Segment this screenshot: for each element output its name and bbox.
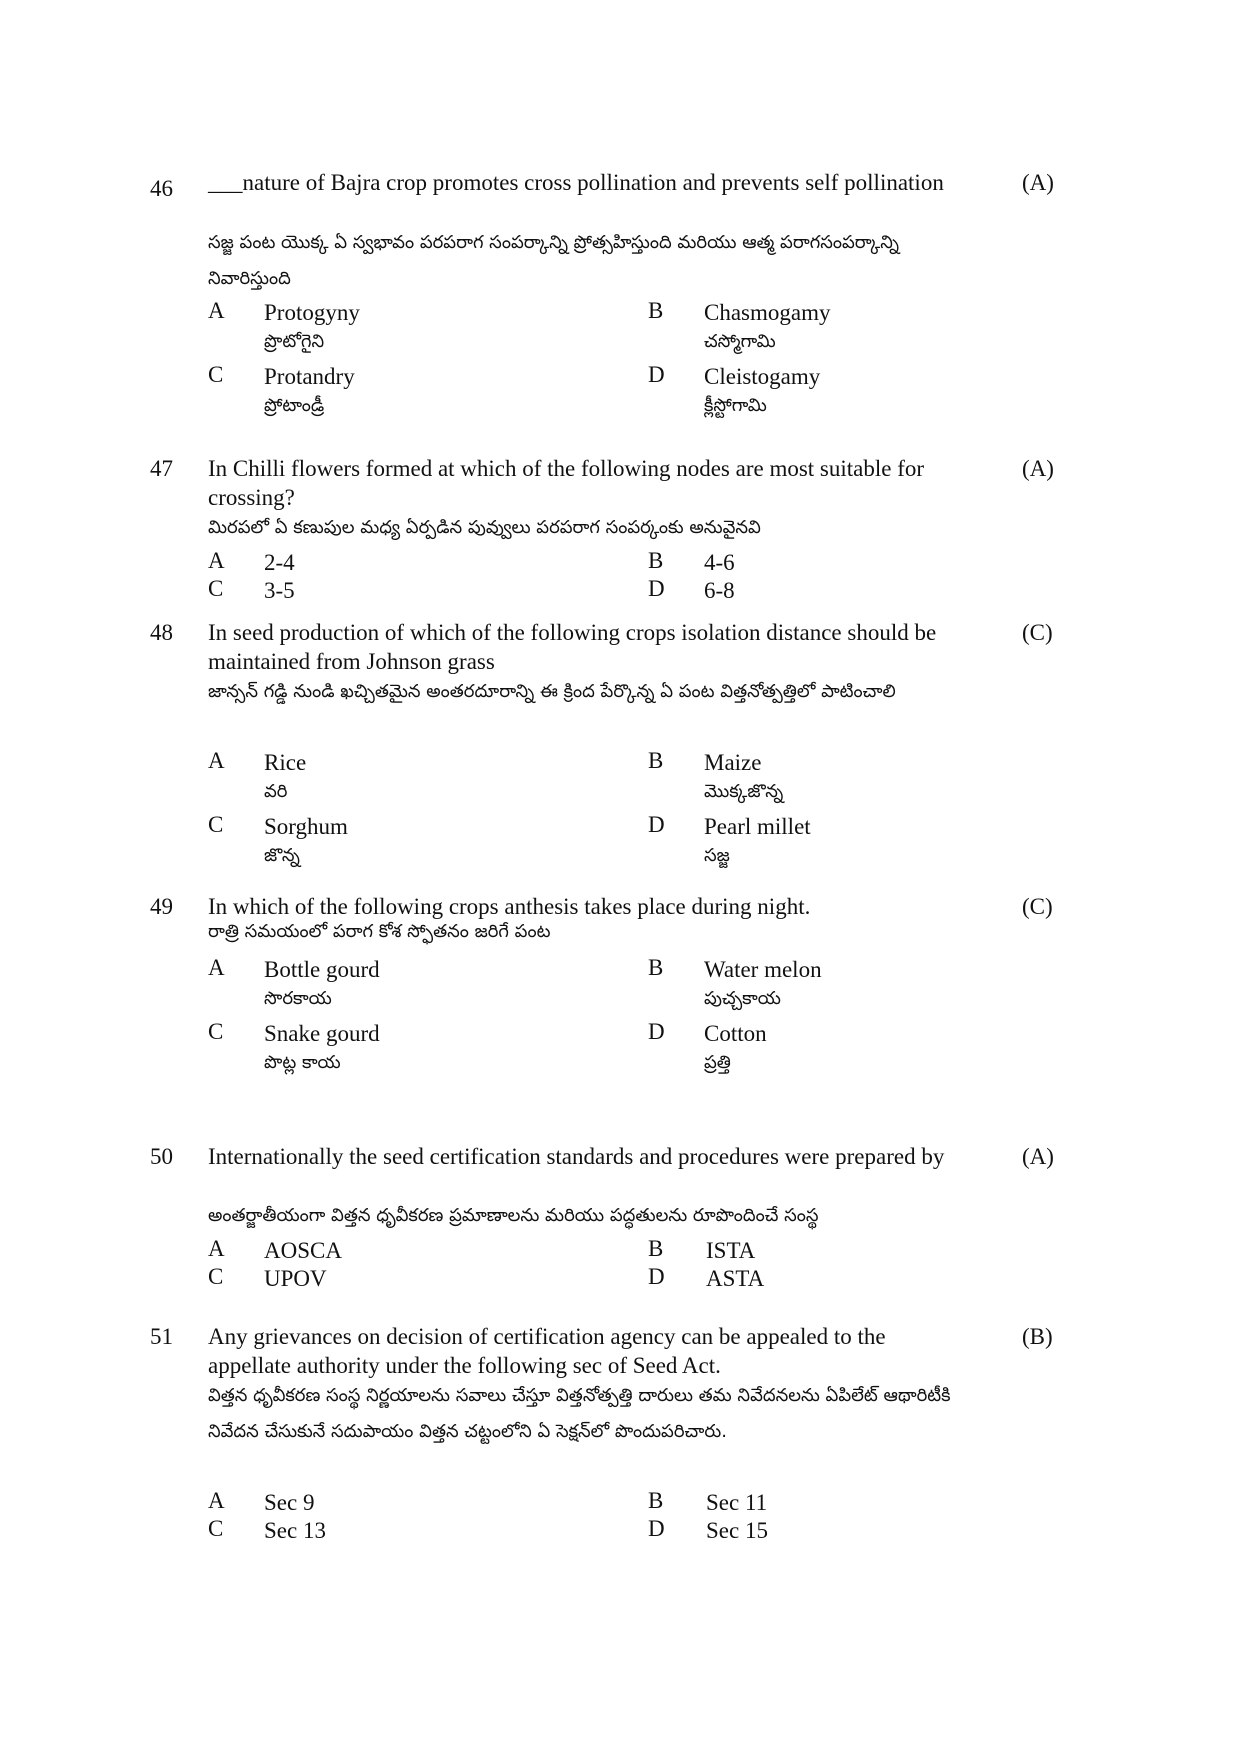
option-letter: A: [208, 298, 225, 323]
answer-key: (B): [1022, 1324, 1053, 1349]
question-number: 49: [150, 894, 173, 919]
option-letter: C: [208, 812, 224, 837]
question-text: ___nature of Bajra crop promotes cross pollination and prevents self pollination: [208, 170, 944, 195]
option-b: [704, 548, 735, 577]
option-text: Cotton: [704, 1021, 767, 1046]
question-text: In which of the following crops anthesis takes place during night.: [208, 894, 811, 919]
option-a: [264, 1488, 314, 1517]
option-letter: B: [648, 548, 664, 573]
option-b: [704, 748, 783, 807]
option-text: Snake gourd: [264, 1021, 380, 1046]
option-text: 6-8: [704, 578, 735, 603]
answer-key: (C): [1022, 620, 1053, 645]
option-letter: A: [208, 748, 225, 773]
option-letter: D: [648, 1019, 665, 1044]
option-telugu: సొరకాయ: [264, 988, 332, 1009]
option-text: Sec 15: [706, 1518, 768, 1543]
option-telugu: చస్మోగామి: [704, 331, 776, 352]
option-a: [264, 298, 360, 357]
option-b: [706, 1488, 767, 1517]
option-text: 3-5: [264, 578, 295, 603]
option-letter: B: [648, 955, 664, 980]
option-telugu: ప్రోటాండ్రీ: [264, 395, 325, 416]
question-text: Internationally the seed certification standards and procedures were prepared by: [208, 1144, 945, 1169]
option-a: [264, 548, 295, 577]
option-b: [704, 298, 831, 357]
option-text: 2-4: [264, 550, 295, 575]
option-text: 4-6: [704, 550, 735, 575]
option-letter: D: [648, 812, 665, 837]
question-number: 48: [150, 620, 173, 645]
option-telugu: జొన్న: [264, 845, 300, 866]
option-letter: B: [648, 748, 664, 773]
option-telugu: సజ్జ: [704, 845, 730, 866]
option-text: Cleistogamy: [704, 364, 821, 389]
option-text: AOSCA: [264, 1238, 342, 1263]
option-letter: C: [208, 1019, 224, 1044]
question-number: 51: [150, 1324, 173, 1349]
option-letter: C: [208, 576, 224, 601]
option-telugu: క్లీస్టోగామి: [704, 395, 767, 416]
option-text: Sec 9: [264, 1490, 315, 1515]
option-letter: A: [208, 955, 225, 980]
option-text: Bottle gourd: [264, 957, 380, 982]
option-letter: C: [208, 1264, 224, 1289]
question-text: Any grievances on decision of certification agency can be appealed to the appellate authority under the following sec of Seed Act.: [208, 1324, 886, 1378]
option-a: [264, 955, 380, 1014]
option-text: Water melon: [704, 957, 822, 982]
option-telugu: పుచ్చకాయ: [704, 988, 781, 1009]
option-c: [264, 1516, 326, 1545]
answer-key: (A): [1022, 456, 1054, 481]
option-text: Sec 11: [706, 1490, 768, 1515]
option-letter: C: [208, 1516, 224, 1541]
answer-key: (A): [1022, 170, 1054, 195]
option-letter: B: [648, 1488, 664, 1513]
option-text: Sec 13: [264, 1518, 326, 1543]
option-b: [706, 1236, 755, 1265]
option-letter: D: [648, 576, 665, 601]
option-text: Chasmogamy: [704, 300, 831, 325]
option-letter: D: [648, 1264, 665, 1289]
option-letter: B: [648, 298, 664, 323]
option-c: [264, 576, 295, 605]
question-telugu: మిరపలో ఏ కణుపుల మధ్య ఏర్పడిన పువ్వులు పరపరాగ సంపర్కంకు అనువైనవి: [208, 517, 761, 538]
option-telugu: ప్రత్తి: [704, 1052, 731, 1073]
question-text: In Chilli flowers formed at which of the following nodes are most suitable for crossing?: [208, 456, 925, 510]
question-telugu: జాన్సన్ గడ్డి నుండి ఖచ్చితమైన అంతరదూరాన్ని ఈ క్రింద పేర్కొన్న ఏ పంట విత్తనోత్పత్తిలో పాటించాలి: [208, 681, 896, 702]
option-telugu: వరి: [264, 781, 288, 802]
question-telugu: రాత్రి సమయంలో పరాగ కోశ స్ఫోతనం జరిగే పంట: [208, 921, 551, 942]
question-telugu: సజ్జ పంట యొక్క ఏ స్వభావం పరపరాగ సంపర్కాన్ని ప్రోత్సహిస్తుంది మరియు ఆత్మ పరాగసంపర్కాన్ని నివారిస్తుంది: [208, 232, 899, 289]
option-letter: A: [208, 1236, 225, 1261]
option-d: [704, 1019, 767, 1078]
option-c: [264, 362, 355, 421]
question-text: In seed production of which of the following crops isolation distance should be maintained from Johnson grass: [208, 620, 937, 674]
option-letter: A: [208, 1488, 225, 1513]
option-text: Sorghum: [264, 814, 348, 839]
option-c: [264, 1264, 327, 1293]
option-letter: C: [208, 362, 224, 387]
option-d: [706, 1516, 768, 1545]
option-telugu: పొట్ల కాయ: [264, 1052, 341, 1073]
option-b: [704, 955, 822, 1014]
answer-key: (C): [1022, 894, 1053, 919]
question-number: 46: [150, 176, 173, 201]
option-text: UPOV: [264, 1266, 327, 1291]
option-c: [264, 1019, 380, 1078]
option-letter: B: [648, 1236, 664, 1261]
option-d: [704, 362, 820, 421]
option-telugu: మొక్కజొన్న: [704, 781, 784, 802]
option-text: Maize: [704, 750, 762, 775]
option-text: ASTA: [706, 1266, 765, 1291]
option-telugu: ప్రొటోగైని: [264, 331, 325, 352]
option-a: [264, 1236, 342, 1265]
option-a: [264, 748, 306, 807]
question-telugu: అంతర్జాతీయంగా విత్తన ధృవీకరణ ప్రమాణాలను మరియు పద్ధతులను రూపొందించే సంస్థ: [208, 1205, 819, 1226]
option-text: Protogyny: [264, 300, 360, 325]
option-text: Pearl millet: [704, 814, 811, 839]
option-d: [706, 1264, 764, 1293]
question-number: 47: [150, 456, 173, 481]
question-telugu: విత్తన ధృవీకరణ సంస్థ నిర్ణయాలను సవాలు చేస్తూ విత్తనోత్పత్తి దారులు తమ నివేదనలను ఏపిలేట్ ఆథారిటీకి నివేదన చేసుకునే సదుపాయం విత్తన చట్టంలోని ఏ సెక్షన్‌లో పొందుపరిచారు.: [208, 1385, 951, 1442]
option-letter: D: [648, 1516, 665, 1541]
option-c: [264, 812, 348, 871]
option-letter: A: [208, 548, 225, 573]
answer-key: (A): [1022, 1144, 1054, 1169]
option-letter: D: [648, 362, 665, 387]
option-d: [704, 812, 811, 871]
question-number: 50: [150, 1144, 173, 1169]
option-d: [704, 576, 735, 605]
option-text: Protandry: [264, 364, 355, 389]
option-text: Rice: [264, 750, 307, 775]
option-text: ISTA: [706, 1238, 756, 1263]
